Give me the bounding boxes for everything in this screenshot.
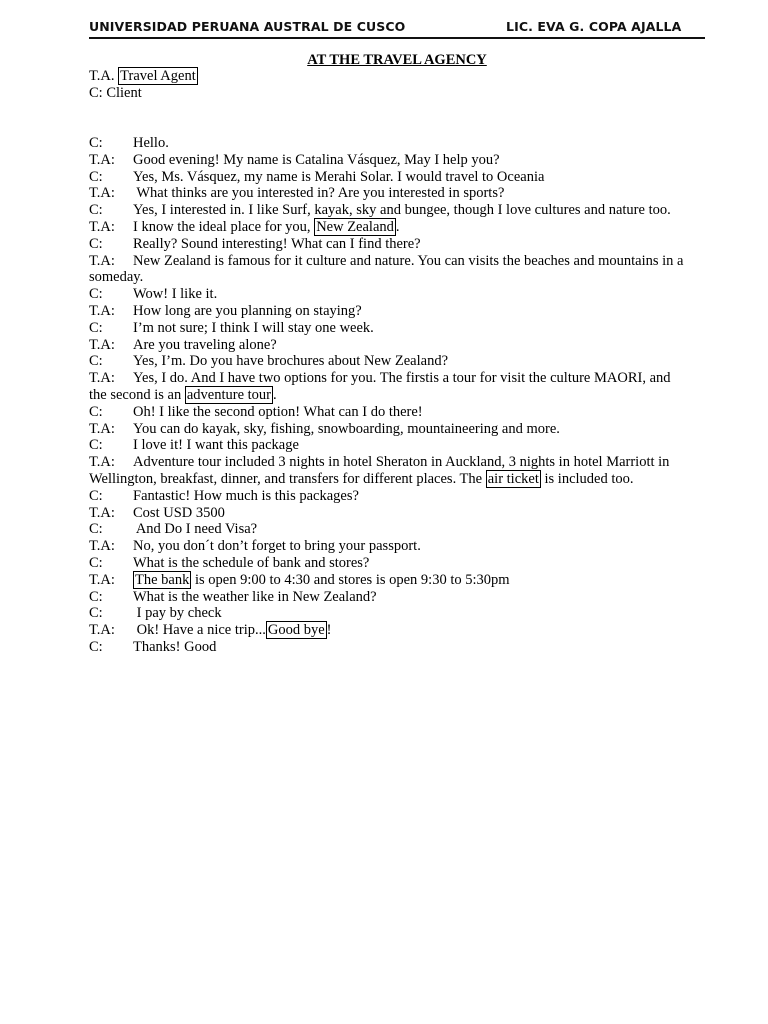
speaker-label: C:: [89, 554, 103, 571]
dialogue-line: [89, 572, 689, 589]
speaker-label: T.A:: [89, 454, 115, 471]
dialogue-line: [89, 488, 689, 505]
dialogue-line: [89, 219, 689, 236]
dialogue-text: Ok! Have a nice trip...: [133, 622, 266, 639]
speaker-label: C:: [89, 605, 103, 622]
dialogue-text: Oh! I like the second option! What can I do there!: [133, 403, 423, 420]
speaker-label: C:: [89, 135, 103, 151]
document-title: AT THE TRAVEL AGENCY: [307, 52, 487, 68]
role-name: Travel Agent: [120, 68, 196, 84]
role-travel-agent: [89, 68, 689, 85]
dialogue-text: Adventure tour included 3 nights in hotel Sheraton in Auckland, 3 nights in hotel Marriott in Wellington, breakfast, dinner, and transfers for different places. The: [89, 454, 670, 487]
dialogue-text: .: [273, 386, 277, 403]
speaker-label: T.A:: [89, 504, 115, 521]
speaker-label: T.A:: [89, 336, 115, 353]
dialogue-text: I pay by check: [133, 605, 222, 622]
speaker-label: T.A:: [89, 302, 115, 319]
dialogue-line: [89, 253, 689, 287]
dialogue-text: What is the weather like in New Zealand?: [133, 588, 377, 605]
speaker-label: C:: [89, 319, 103, 336]
dialogue-text: Hello.: [133, 135, 169, 151]
role-name: Client: [106, 85, 142, 101]
dialogue-text: You can do kayak, sky, fishing, snowboarding, mountaineering and more.: [133, 420, 560, 437]
speaker-label: T.A:: [89, 185, 115, 202]
dialogue-line: [89, 353, 689, 370]
boxed-phrase: air ticket: [487, 470, 539, 487]
dialogue-line: [89, 135, 689, 152]
dialogue-line: [89, 370, 689, 404]
dialogue-text: Fantastic! How much is this packages?: [133, 487, 359, 504]
speaker-label: T.A:: [89, 370, 115, 387]
dialogue-text: is open 9:00 to 4:30 and stores is open 9:30 to 5:30pm: [191, 571, 510, 588]
dialogue-line: [89, 622, 689, 639]
speaker-label: C:: [89, 521, 103, 538]
dialogue: [89, 135, 689, 656]
dialogue-text: How long are you planning on staying?: [133, 302, 362, 319]
speaker-label: C:: [89, 487, 103, 504]
speaker-label: T.A:: [89, 151, 115, 168]
boxed-phrase: adventure tour: [186, 386, 271, 403]
role-client: [89, 85, 689, 102]
roles-legend: [89, 68, 689, 102]
speaker-label: C:: [89, 588, 103, 605]
boxed-phrase: New Zealand: [316, 218, 394, 235]
dialogue-line: [89, 152, 689, 169]
role-abbr: T.A.: [89, 68, 115, 84]
dialogue-text: What thinks are you interested in? Are you interested in sports?: [133, 185, 505, 202]
speaker-label: T.A:: [89, 420, 115, 437]
dialogue-text: !: [326, 622, 332, 639]
speaker-label: T.A:: [89, 571, 115, 588]
dialogue-text: Really? Sound interesting! What can I find there?: [133, 235, 421, 252]
boxed-phrase: The bank: [135, 571, 190, 588]
dialogue-text: Yes, I interested in. I like Surf, kayak, sky and bungee, though I love cultures and nature too.: [133, 202, 671, 219]
speaker-label: C:: [89, 286, 103, 303]
dialogue-line: [89, 589, 689, 606]
dialogue-line: [89, 202, 689, 219]
dialogue-line: [89, 169, 689, 186]
dialogue-line: [89, 555, 689, 572]
dialogue-text: is included too.: [540, 470, 634, 487]
speaker-label: T.A:: [89, 218, 115, 235]
dialogue-text: Cost USD 3500: [133, 504, 225, 521]
speaker-label: C:: [89, 437, 103, 454]
speaker-label: C:: [89, 168, 103, 185]
dialogue-line: [89, 320, 689, 337]
speaker-label: T.A:: [89, 252, 115, 269]
header-author: LIC. EVA G. COPA AJALLA: [506, 19, 682, 34]
speaker-label: C:: [89, 638, 103, 655]
role-abbr: C:: [89, 85, 103, 101]
dialogue-line: [89, 538, 689, 555]
dialogue-text: Yes, Ms. Vásquez, my name is Merahi Solar. I would travel to Oceania: [133, 168, 545, 185]
dialogue-line: [89, 185, 689, 202]
dialogue-text: I know the ideal place for you,: [133, 218, 315, 235]
dialogue-line: [89, 454, 689, 488]
dialogue-text: Yes, I do. And I have two options for you. The firstis a tour for visit the culture MAORI, and the second is an: [89, 370, 671, 403]
dialogue-text: No, you don´t don’t forget to bring your passport.: [133, 538, 421, 555]
dialogue-line: [89, 521, 689, 538]
dialogue-text: New Zealand is famous for it culture and nature. You can visits the beaches and mountains in a someday.: [89, 252, 684, 286]
speaker-label: T.A:: [89, 622, 115, 639]
speaker-label: C:: [89, 202, 103, 219]
dialogue-text: I’m not sure; I think I will stay one week.: [133, 319, 374, 336]
dialogue-line: [89, 303, 689, 320]
dialogue-text: .: [395, 218, 400, 235]
dialogue-text: What is the schedule of bank and stores?: [133, 554, 370, 571]
dialogue-line: [89, 286, 689, 303]
dialogue-line: [89, 404, 689, 421]
dialogue-text: Thanks! Good: [133, 638, 217, 655]
dialogue-text: Yes, I’m. Do you have brochures about New Zealand?: [133, 353, 449, 370]
dialogue-line: [89, 639, 689, 656]
speaker-label: C:: [89, 353, 103, 370]
dialogue-line: [89, 605, 689, 622]
header-institution: UNIVERSIDAD PERUANA AUSTRAL DE CUSCO: [89, 19, 406, 34]
dialogue-line: [89, 337, 689, 354]
dialogue-text: Are you traveling alone?: [133, 336, 277, 353]
header-divider: [89, 37, 705, 39]
dialogue-line: [89, 236, 689, 253]
dialogue-line: [89, 437, 689, 454]
dialogue-text: I love it! I want this package: [133, 437, 299, 454]
dialogue-text: Wow! I like it.: [133, 286, 218, 303]
speaker-label: C:: [89, 403, 103, 420]
speaker-label: T.A:: [89, 538, 115, 555]
dialogue-line: [89, 505, 689, 522]
dialogue-text: And Do I need Visa?: [133, 521, 258, 538]
speaker-label: C:: [89, 235, 103, 252]
boxed-phrase: Good bye: [267, 622, 325, 639]
dialogue-line: [89, 421, 689, 438]
dialogue-text: Good evening! My name is Catalina Vásquez, May I help you?: [133, 151, 500, 168]
